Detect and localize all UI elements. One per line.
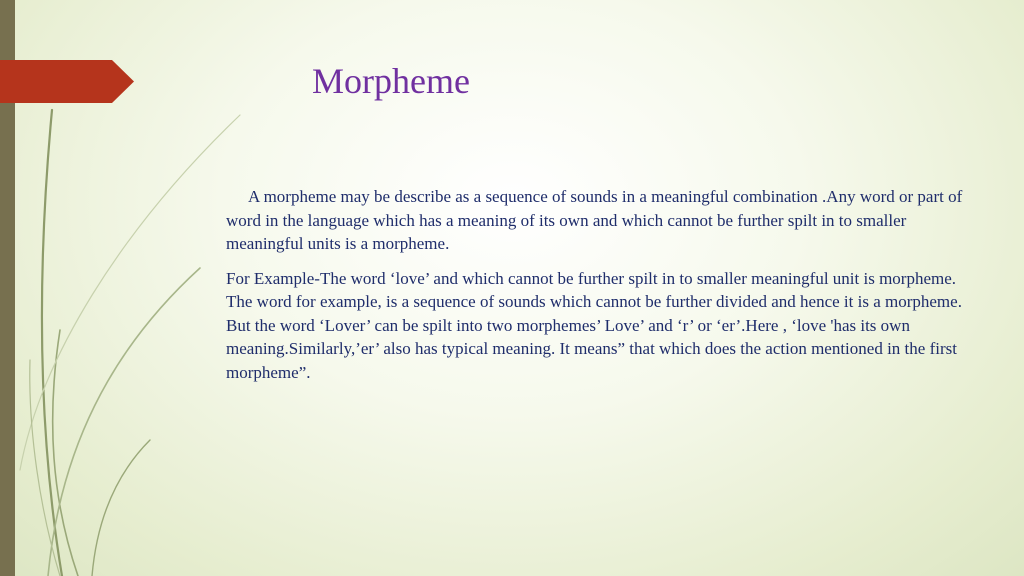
title-accent-tab <box>0 60 134 103</box>
body-paragraph-definition: A morpheme may be describe as a sequence of sounds in a meaningful combination .Any word or part of word in the language which has a meaning of its own and which cannot be further spilt in to smaller meaningful units is a morpheme. <box>226 187 963 253</box>
stem-3 <box>48 268 200 576</box>
body-paragraph-example: For Example-The word ‘love’ and which cannot be further spilt in to smaller meaningful unit is morpheme. The word for example, is a sequence of sounds which cannot be further divided and hence it is a morpheme. But the word ‘Lover’ can be spilt into two morphemes’ Love’ and ‘r’ or ‘er’.Here , ‘love 'has its own meaning.Similarly,’er’ also has typical meaning. It means” that which does the action mentioned in the first morpheme”. <box>226 268 962 382</box>
slide-body <box>226 185 976 384</box>
stem-5 <box>92 440 150 576</box>
slide-title: Morpheme <box>312 61 470 101</box>
